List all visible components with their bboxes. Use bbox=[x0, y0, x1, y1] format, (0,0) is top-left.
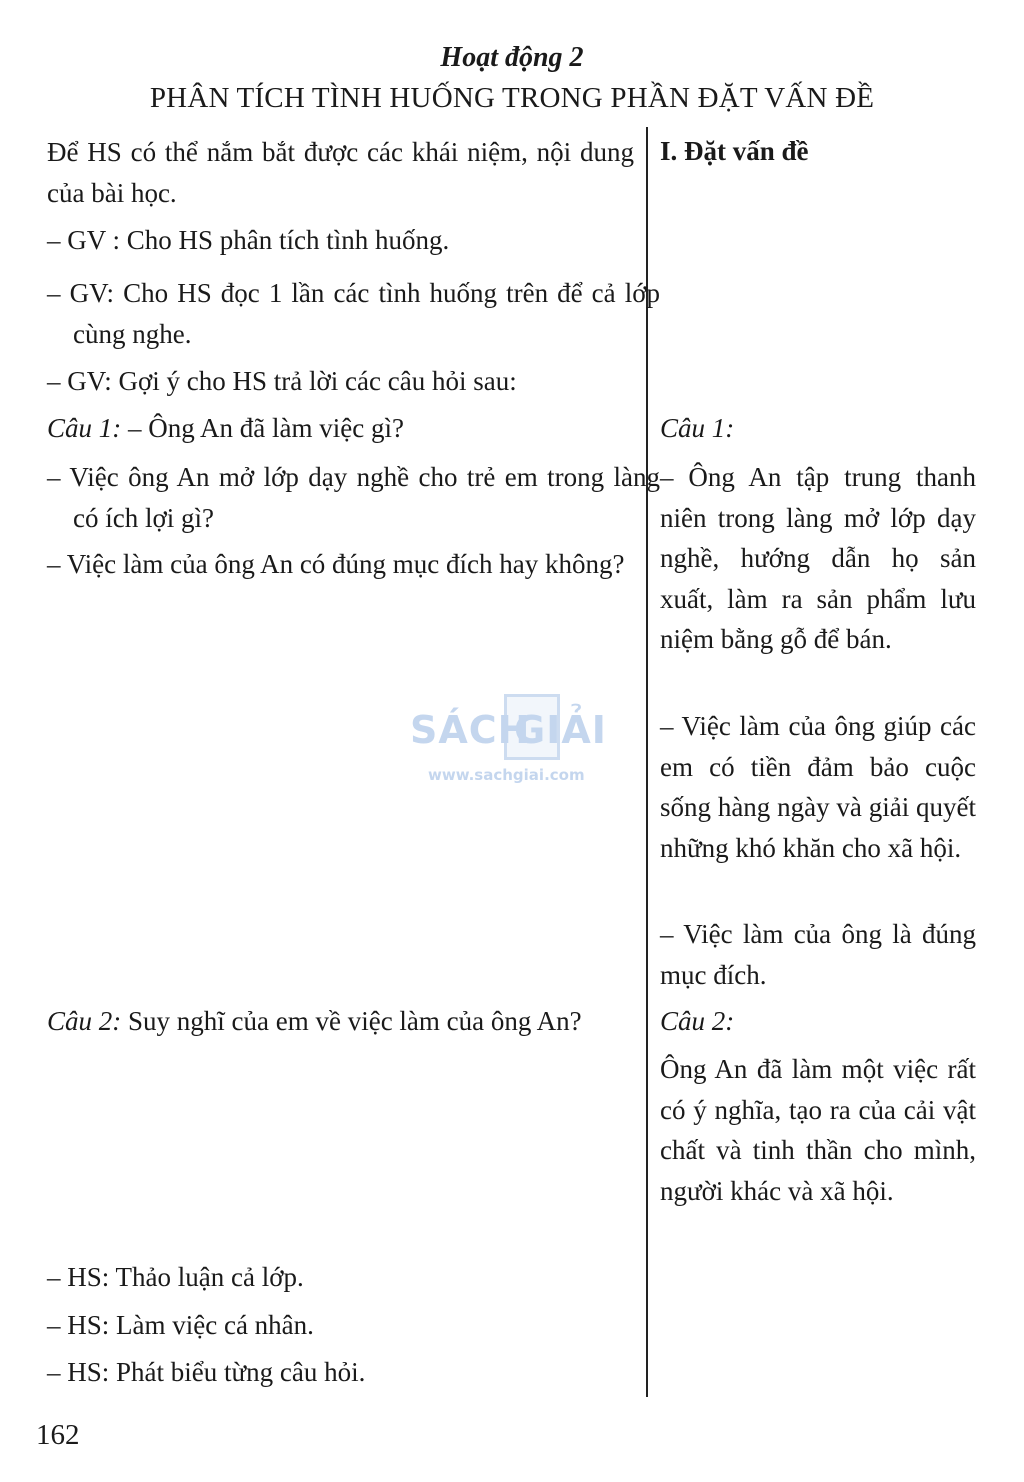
page-number: 162 bbox=[36, 1419, 80, 1451]
question-1-c: – Việc làm của ông An có đúng mục đích hay không? bbox=[47, 549, 625, 579]
watermark-brand-left: SÁCH bbox=[410, 708, 531, 752]
teacher-step-2: – GV: Cho HS đọc 1 lần các tình huống trên để cả lớp cùng nghe. bbox=[47, 278, 660, 349]
teacher-step-1: – GV : Cho HS phân tích tình huống. bbox=[47, 225, 450, 255]
answer-1-paragraph-2: – Việc làm của ông giúp các em có tiền đảm bảo cuộc sống hàng ngày và giải quyết những khó khăn cho xã hội. bbox=[660, 711, 976, 863]
answer-2-paragraph: Ông An đã làm một việc rất có ý nghĩa, tạo ra của cải vật chất và tinh thần cho mình, người khác và xã hội. bbox=[660, 1054, 976, 1206]
answer-2-label: Câu 2: bbox=[660, 1006, 735, 1036]
question-1-text: – Ông An đã làm việc gì? bbox=[121, 413, 404, 443]
intro-paragraph: Để HS có thể nắm bắt được các khái niệm, nội dung của bài học. bbox=[47, 137, 634, 208]
answer-1-paragraph-1: – Ông An tập trung thanh niên trong làng mở lớp dạy nghề, hướng dẫn họ sản xuất, làm ra sản phẩm lưu niệm bằng gỗ để bán. bbox=[660, 462, 976, 654]
activity-title: Hoạt động 2 bbox=[440, 42, 584, 73]
question-1-b: – Việc ông An mở lớp dạy nghề cho trẻ em trong làng có ích lợi gì? bbox=[47, 462, 660, 533]
answer-1-label: Câu 1: bbox=[660, 413, 735, 443]
activity-subtitle: PHÂN TÍCH TÌNH HUỐNG TRONG PHẦN ĐẶT VẤN ĐỀ bbox=[149, 82, 875, 114]
watermark-url: www.sachgiai.com bbox=[428, 766, 585, 784]
answer-1-paragraph-3: – Việc làm của ông là đúng mục đích. bbox=[660, 919, 976, 990]
student-step-1: – HS: Thảo luận cả lớp. bbox=[47, 1262, 304, 1292]
watermark-brand-right: GIẢI bbox=[514, 708, 607, 752]
page-header bbox=[0, 38, 1024, 118]
question-2-label: Câu 2: bbox=[47, 1006, 122, 1036]
question-1-label: Câu 1: bbox=[47, 413, 122, 443]
question-2-text: Suy nghĩ của em về việc làm của ông An? bbox=[121, 1006, 582, 1036]
question-1 bbox=[47, 408, 634, 449]
question-2 bbox=[47, 1001, 634, 1042]
teacher-step-3: – GV: Gợi ý cho HS trả lời các câu hỏi sau: bbox=[47, 366, 517, 396]
watermark-logo bbox=[410, 690, 620, 790]
student-step-2: – HS: Làm việc cá nhân. bbox=[47, 1310, 314, 1340]
student-step-3: – HS: Phát biểu từng câu hỏi. bbox=[47, 1357, 366, 1387]
section-heading: I. Đặt vấn đề bbox=[660, 136, 809, 166]
